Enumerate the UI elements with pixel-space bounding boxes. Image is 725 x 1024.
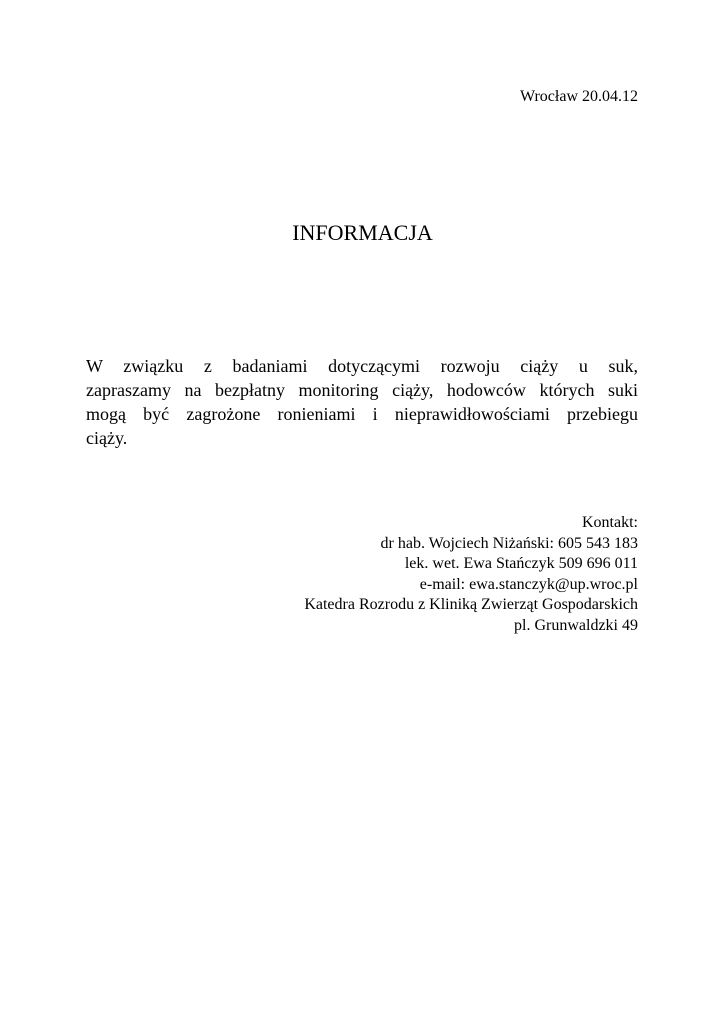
- contact-heading: Kontakt:: [582, 514, 638, 531]
- contact-block: [304, 513, 638, 636]
- body-line: ciąży.: [86, 428, 128, 448]
- body-line: mogą być zagrożone ronieniami i nieprawidłowościami przebiegu: [86, 404, 638, 424]
- body-line: W związku z badaniami dotyczącymi rozwoju ciąży u suk,: [86, 356, 638, 376]
- contact-department: Katedra Rozrodu z Kliniką Zwierząt Gospodarskich: [304, 596, 638, 613]
- contact-address: pl. Grunwaldzki 49: [514, 616, 638, 634]
- contact-person-1: dr hab. Wojciech Niżański: 605 543 183: [380, 534, 638, 552]
- contact-person-2: lek. wet. Ewa Stańczyk 509 696 011: [404, 555, 638, 572]
- body-paragraph: [86, 354, 638, 450]
- document-date: Wrocław 20.04.12: [520, 88, 638, 105]
- body-line: zapraszamy na bezpłatny monitoring ciąży, hodowców których suki: [86, 380, 638, 400]
- contact-email: e-mail: ewa.stanczyk@up.wroc.pl: [419, 575, 638, 593]
- document-title: INFORMACJA: [292, 220, 433, 245]
